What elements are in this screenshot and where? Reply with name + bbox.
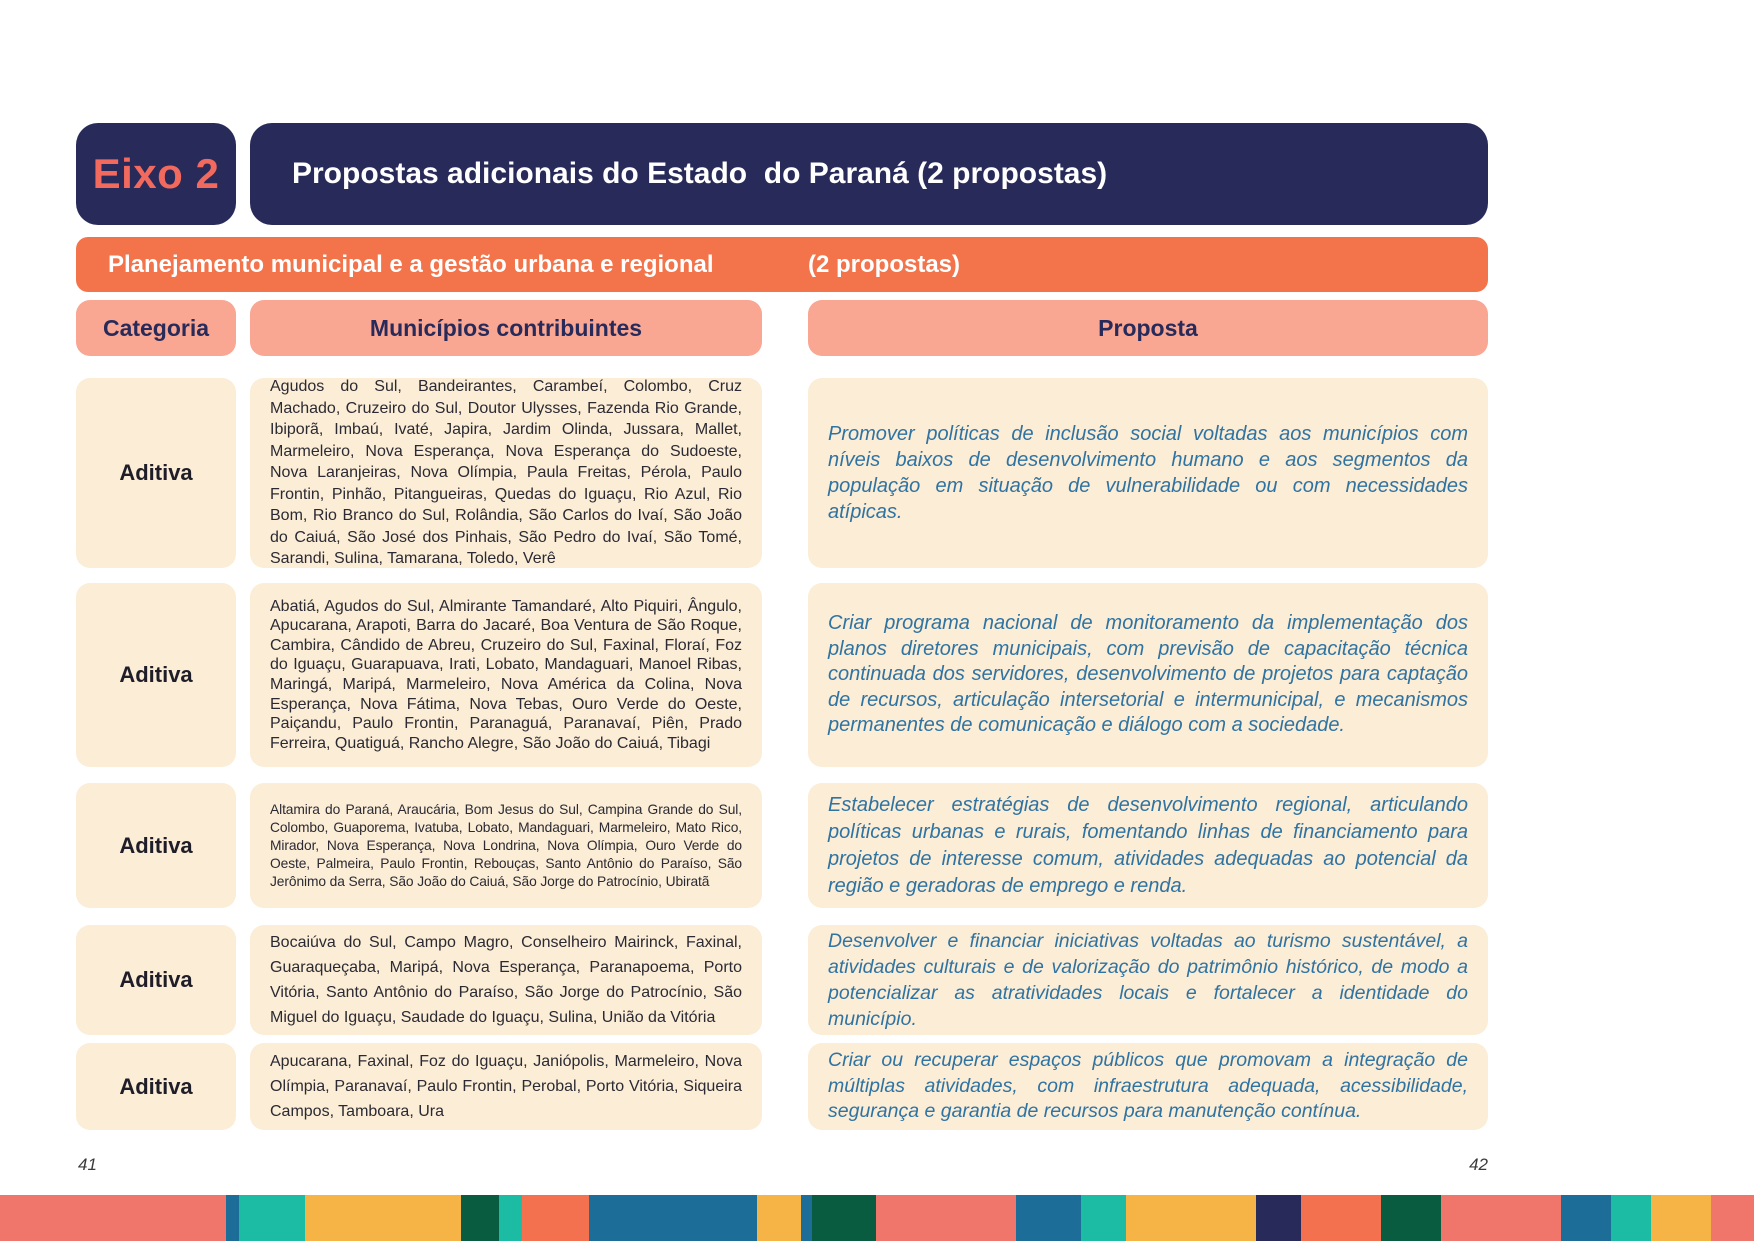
table-row [76, 378, 1488, 568]
table-row [76, 1043, 1488, 1130]
strip-segment [461, 1195, 499, 1241]
column-headers [76, 300, 1488, 356]
strip-segment [226, 1195, 239, 1241]
municipios-text: Abatiá, Agudos do Sul, Almirante Tamandaré, Alto Piquiri, Ângulo, Apucarana, Arapoti, Barra do Jacaré, Boa Ventura de São Roque, Cambira, Cândido de Abreu, Cruzeiro do Sul, Faxinal, Floraí, Foz do Iguaçu, Guarapuava, Irati, Lobato, Mandaguari, Manoel Ribas, Maringá, Maripá, Marmeleiro, Nova América da Colina, Nova Esperança, Nova Fátima, Nova Tebas, Ouro Verde do Oeste, Paiçandu, Paulo Frontin, Paranaguá, Paranavaí, Piên, Prado Ferreira, Quatiguá, Rancho Alegre, São João do Caiuá, Tibagi [270, 597, 742, 752]
section-bar [76, 237, 1488, 292]
column-header-categoria: Categoria [76, 300, 236, 356]
strip-segment [1256, 1195, 1301, 1241]
strip-segment [499, 1195, 522, 1241]
strip-segment [1301, 1195, 1381, 1241]
municipios-text: Agudos do Sul, Bandeirantes, Carambeí, Colombo, Cruz Machado, Cruzeiro do Sul, Doutor Ulysses, Fazenda Rio Grande, Ibiporã, Imbaú, Ivaté, Japira, Jardim Olinda, Jussara, Mallet, Marmeleiro, Nova Esperança, Nova Esperança do Sudoeste, Nova Laranjeiras, Nova Olímpia, Paula Freitas, Pérola, Paulo Frontin, Pinhão, Pitangueiras, Quedas do Iguaçu, Rio Azul, Rio Bom, Rio Branco do Sul, Rolândia, São Carlos do Ivaí, São João do Caiuá, São José dos Pinhais, São Pedro do Ivaí, São Tomé, Sarandi, Sulina, Tamarana, Toledo, Verê [270, 378, 742, 568]
strip-segment [1711, 1195, 1754, 1241]
proposta-cell [808, 378, 1488, 568]
strip-segment [305, 1195, 461, 1241]
strip-segment [1016, 1195, 1081, 1241]
category-cell [76, 583, 236, 767]
page-number-left: 41 [78, 1155, 97, 1174]
strip-segment [757, 1195, 801, 1241]
table-row [76, 925, 1488, 1035]
proposta-text: Promover políticas de inclusão social voltadas aos municípios com níveis baixos de desenvolvimento humano e aos segmentos da população em situação de vulnerabilidade ou com necessidades atípicas. [828, 423, 1468, 523]
municipios-cell [250, 583, 762, 767]
column-header-municipios: Municípios contribuintes [250, 300, 762, 356]
category-cell [76, 378, 236, 568]
category-cell [76, 783, 236, 908]
header-row [76, 123, 1488, 225]
table-row [76, 783, 1488, 908]
proposta-cell [808, 1043, 1488, 1130]
strip-segment [1381, 1195, 1441, 1241]
page-number-right: 42 [1469, 1155, 1488, 1174]
eixo-badge [76, 123, 236, 225]
section-count: (2 propostas) [808, 250, 961, 278]
strip-segment [876, 1195, 1016, 1241]
strip-segment [1561, 1195, 1611, 1241]
proposta-cell [808, 783, 1488, 908]
category-cell [76, 925, 236, 1035]
page-content [76, 123, 1488, 1130]
category-label: Aditiva [119, 1073, 193, 1099]
proposta-text: Criar ou recuperar espaços públicos que promovam a integração de múltiplas atividades, com infraestrutura adequada, acessibilidade, segurança e garantia de recursos para manutenção contínua. [828, 1049, 1468, 1123]
strip-segment [1441, 1195, 1561, 1241]
strip-segment [239, 1195, 305, 1241]
proposta-text: Desenvolver e financiar iniciativas voltadas ao turismo sustentável, a atividades culturais e de valorização do patrimônio histórico, de modo a potencializar as atratividades locais e fortalecer a identidade do município. [828, 930, 1468, 1030]
category-label: Aditiva [119, 967, 193, 992]
strip-segment [801, 1195, 812, 1241]
municipios-cell [250, 783, 762, 908]
strip-segment [1611, 1195, 1651, 1241]
proposta-text: Criar programa nacional de monitoramento da implementação dos planos diretores municipais, com previsão de capacitação técnica continuada dos servidores, desenvolvimento de projetos para captação de recursos, articulação intersetorial e intermunicipal, e mecanismos permanentes de comunicação e diálogo com a sociedade. [828, 612, 1468, 737]
category-label: Aditiva [119, 662, 193, 687]
strip-segment [0, 1195, 226, 1241]
strip-segment [522, 1195, 589, 1241]
column-header-proposta: Proposta [808, 300, 1488, 356]
category-label: Aditiva [119, 460, 193, 485]
footer-color-strip [0, 1195, 1754, 1241]
municipios-cell [250, 1043, 762, 1130]
municipios-cell [250, 378, 762, 568]
proposta-cell [808, 583, 1488, 767]
proposta-text: Estabelecer estratégias de desenvolvimento regional, articulando políticas urbanas e rurais, fomentando linhas de financiamento para projetos de interesse comum, atividades adequadas ao potencial da região e geradoras de emprego e renda. [828, 793, 1468, 897]
header-title-bar [250, 123, 1488, 225]
proposta-cell [808, 925, 1488, 1035]
strip-segment [812, 1195, 876, 1241]
strip-segment [1651, 1195, 1711, 1241]
page-title: Propostas adicionais do Estado do Paraná (2 propostas) [292, 157, 1108, 190]
municipios-text: Altamira do Paraná, Araucária, Bom Jesus do Sul, Campina Grande do Sul, Colombo, Guaporema, Ivatuba, Lobato, Mandaguari, Marmeleiro, Mato Rico, Mirador, Nova Esperança, Nova Londrina, Nova Olímpia, Ouro Verde do Oeste, Palmeira, Paulo Frontin, Rebouças, Santo Antônio do Paraíso, São Jerônimo da Serra, São João do Caiuá, São Jorge do Patrocínio, Ubiratã [270, 801, 742, 889]
eixo-label: Eixo 2 [92, 150, 220, 197]
municipios-text: Bocaiúva do Sul, Campo Magro, Conselheiro Mairinck, Faxinal, Guaraqueçaba, Maripá, Nova Esperança, Paranapoema, Porto Vitória, Santo Antônio do Paraíso, São Jorge do Patrocínio, São Miguel do Iguaçu, Saudade do Iguaçu, Sulina, União da Vitória [270, 934, 742, 1026]
strip-segment [1081, 1195, 1126, 1241]
section-title: Planejamento municipal e a gestão urbana e regional [108, 250, 714, 278]
table-row [76, 583, 1488, 767]
strip-segment [589, 1195, 757, 1241]
municipios-text: Apucarana, Faxinal, Foz do Iguaçu, Janiópolis, Marmeleiro, Nova Olímpia, Paranavaí, Paulo Frontin, Perobal, Porto Vitória, Siqueira Campos, Tamboara, Ura [270, 1053, 742, 1120]
category-cell [76, 1043, 236, 1130]
category-label: Aditiva [119, 832, 193, 858]
strip-segment [1126, 1195, 1256, 1241]
municipios-cell [250, 925, 762, 1035]
